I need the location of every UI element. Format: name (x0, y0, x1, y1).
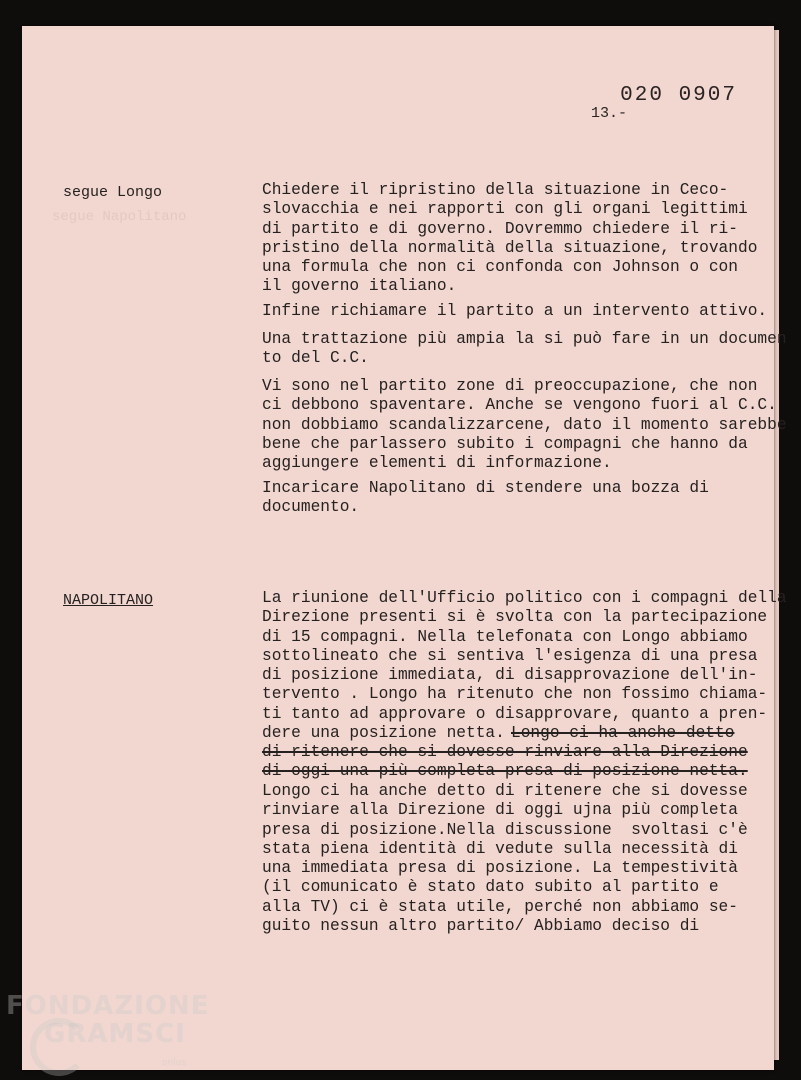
paragraph: Una trattazione più ampia la si può fare in un documen to del C.C. (262, 330, 787, 368)
struck-text: Longo ci ha anche detto (511, 724, 735, 742)
paragraph: Vi sono nel partito zone di preoccupazione, che non ci debbono spaventare. Anche se vengono fuori al C.C. non dobbiamo scandalizzarcene, dato il momento sarebbe bene che parlassero subito i compagni che hanno da aggiungere elementi di informazione. (262, 377, 787, 473)
paragraph: Incaricare Napolitano di stendere una bozza di documento. (262, 479, 709, 517)
struck-text: di ritenere che si dovesse rinviare alla Direzione di oggi una più completa presa di posizione netta. (262, 743, 748, 781)
show-through-text: segue Napolitano (52, 209, 187, 225)
watermark-sub: onlus (162, 1058, 187, 1068)
page-number: 13.- (591, 105, 628, 122)
speaker-label: NAPOLITANO (63, 592, 154, 609)
watermark-line1: FONDAZIONE (6, 991, 210, 1021)
paragraph: La riunione dell'Ufficio politico con i compagni della Direzione presenti si è svolta con la partecipazione di 15 compagni. Nella telefonata con Longo abbiamo sottolineato che si sentiva l'esigenza di una presa di posizione immediata, di disapprovazione dell'in- terveпto . Longo ha ritenuto che non fossimo chiama- ti tanto ad approvare o disapprovare, quanto a pren- dere una posizione netta. (262, 589, 787, 743)
paragraph: Longo ci ha anche detto di ritenere che si dovesse rinviare alla Direzione di oggi ujna più completa presa di posizione.Nella discussione svoltasi c'è stata piena identità di vedute sulla necessità di una immediata presa di posizione. La tempestività (il comunicato è stato dato subito al partito e alla TV) ci è stata utile, perché non abbiamo se- guito nessun altro partito/ Abbiamo deciso di (262, 782, 748, 936)
speaker-label: segue Longo (63, 184, 163, 201)
paragraph: Infine richiamare il partito a un intervento attivo. (262, 302, 768, 320)
watermark-g-icon (30, 1018, 88, 1076)
watermark-line2: GRAMSCI (44, 1019, 186, 1049)
archive-number: 020 0907 (620, 84, 737, 107)
paragraph: Chiedere il ripristino della situazione in Ceco- slovacchia e nei rapporti con gli organi legittimi di partito e di governo. Dovremmo chiedere il ri- pristino della normalità della situazione, trovando una formula che non ci confonda con Johnson o con il governo italiano. (262, 181, 758, 296)
